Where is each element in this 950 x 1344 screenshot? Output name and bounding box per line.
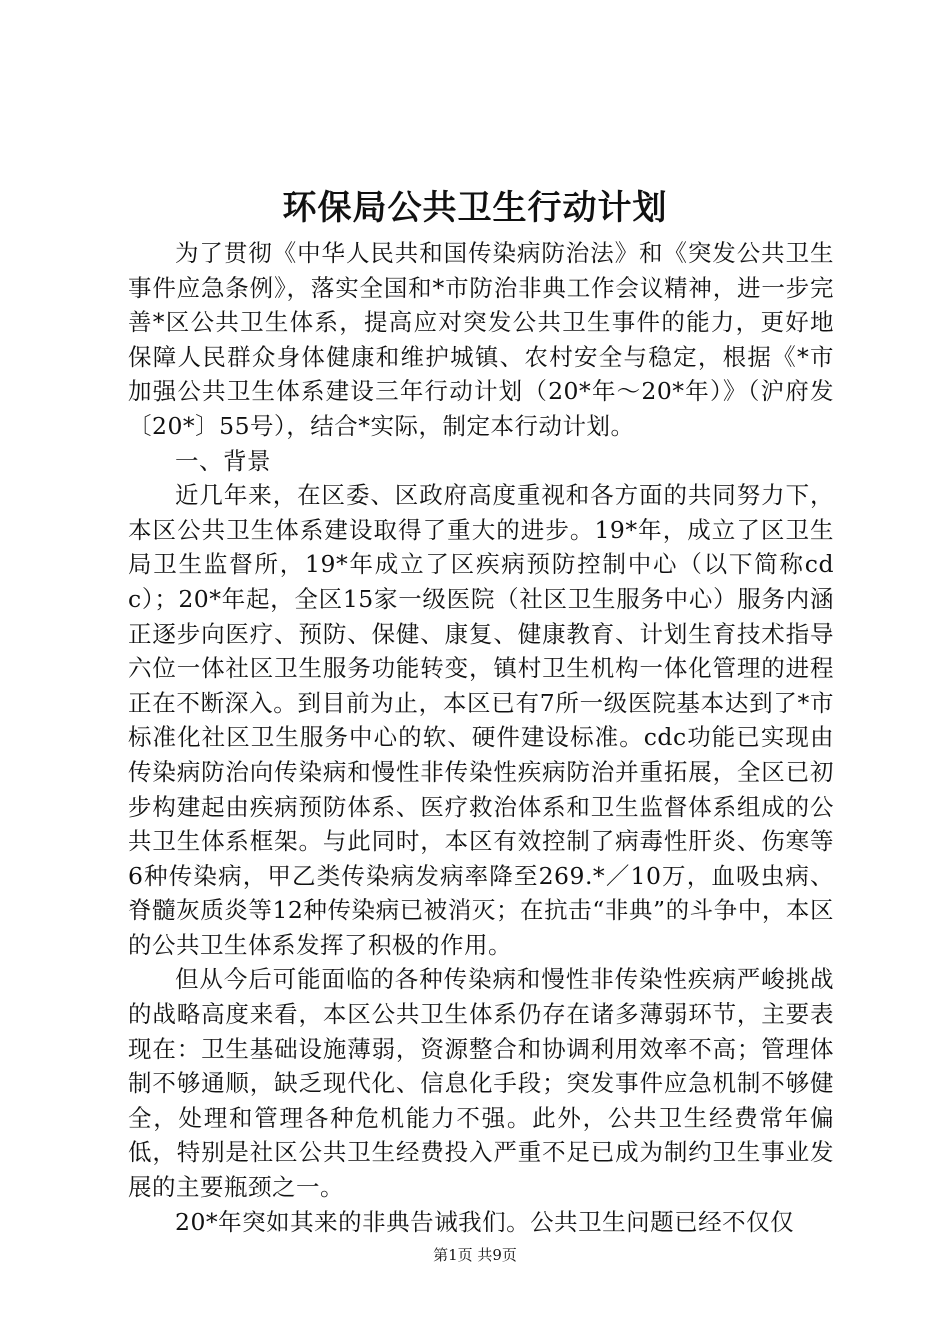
paragraph-background-progress: 近几年来，在区委、区政府高度重视和各方面的共同努力下，本区公共卫生体系建设取得了重大的进步。19*年，成立了区卫生局卫生监督所，19*年成立了区疾病预防控制中心（以下简称cdc）；20*年起，全区15家一级医院（社区卫生服务中心）服务内涵正逐步向医疗、预防、保健、康复、健康教育、计划生育技术指导六位一体社区卫生服务功能转变，镇村卫生机构一体化管理的进程正在不断深入。到目前为止，本区已有7所一级医院基本达到了*市标准化社区卫生服务中心的软、硬件建设标准。cdc功能已实现由传染病防治向传染病和慢性非传染性疾病防治并重拓展，全区已初步构建起由疾病预防体系、医疗救治体系和卫生监督体系组成的公共卫生体系框架。与此同时，本区有效控制了病毒性肝炎、伤寒等6种传染病，甲乙类传染病发病率降至269.*／10万，血吸虫病、脊髓灰质炎等12种传染病已被消灭；在抗击“非典”的斗争中，本区的公共卫生体系发挥了积极的作用。 — [128, 481, 834, 959]
paragraph-intro: 为了贯彻《中华人民共和国传染病防治法》和《突发公共卫生事件应急条例》，落实全国和*市防治非典工作会议精神，进一步完善*区公共卫生体系，提高应对突发公共卫生事件的能力，更好地保障人民群众身体健康和维护城镇、农村安全与稳定，根据《*市加强公共卫生体系建设三年行动计划（20*年～20*年）》（沪府发〔20*〕55号），结合*实际，制定本行动计划。 — [128, 239, 834, 440]
paragraph-sars-lesson: 20*年突如其来的非典告诫我们。公共卫生问题已经不仅仅 — [175, 1207, 795, 1236]
document-body — [128, 236, 834, 1239]
paragraph-background-weakness: 但从今后可能面临的各种传染病和慢性非传染性疾病严峻挑战的战略高度来看，本区公共卫生体系仍存在诸多薄弱环节，主要表现在：卫生基础设施薄弱，资源整合和协调利用效率不高；管理体制不够通顺，缺乏现代化、信息化手段；突发事件应急机制不够健全，处理和管理各种危机能力不强。此外，公共卫生经费常年偏低，特别是社区公共卫生经费投入严重不足已成为制约卫生事业发展的主要瓶颈之一。 — [128, 965, 834, 1202]
document-title: 环保局公共卫生行动计划 — [282, 188, 668, 228]
page-number-footer: 第1页 共9页 — [433, 1246, 517, 1264]
section-heading-background: 一、背景 — [175, 446, 271, 475]
